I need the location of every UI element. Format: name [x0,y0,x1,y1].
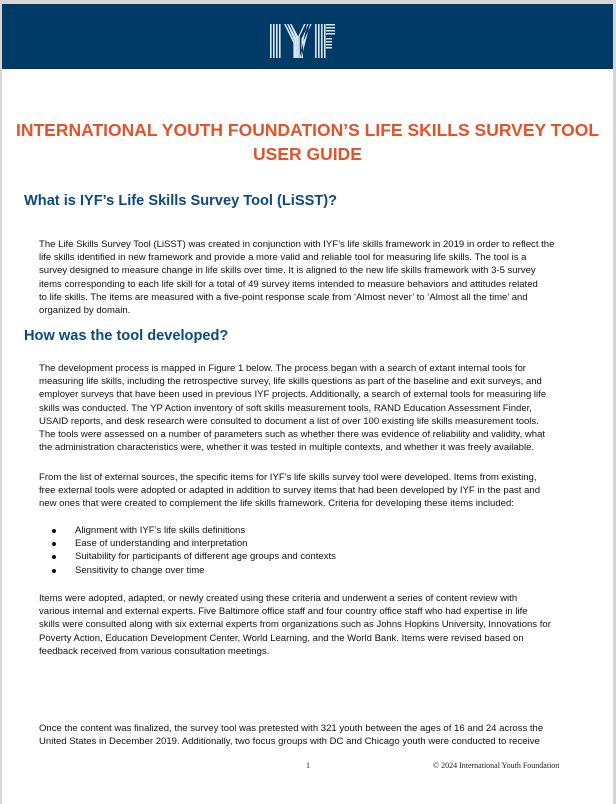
paragraph-pretesting: Once the content was finalized, the survey tool was pretested with 321 youth between the ages of 16 and 24 across the United States in December 2019. Additionally, two focus groups with DC and Chicago youth were conducted to receive [39,723,544,748]
header-banner [2,4,613,69]
document-title-line1: INTERNATIONAL YOUTH FOUNDATION’S LIFE SKILLS SURVEY TOOL [15,120,600,140]
bullet-icon [52,555,56,559]
document-page [2,4,613,804]
iyf-logo-icon [270,24,354,60]
paragraph-content-review: Items were adopted, adapted, or newly created using these criteria and underwent a series of content review with various internal and external experts. Five Baltimore office staff and four country office staff who had expertise in life skills were consulted along with six external experts from organizations such as Johns Hopkins University, Innovations for Poverty Action, Education Development Center, World Learning, and the World Bank. Items were revised based on feedback received from various consultation meetings. [39,593,551,657]
bullet-icon [52,569,56,573]
section-heading-what-is-lisst: What is IYF’s Life Skills Survey Tool (LiSST)? [24,193,338,209]
list-item: Ease of understanding and interpretation [50,537,336,550]
paragraph-development-process: The development process is mapped in Figure 1 below. The process began with a search of extant internal tools for measuring life skills, including the retrospective survey, life skills questions as part of the baseline and exit surveys, and employer surveys that have been used in previous IYF projects. Additionally, a search of external tools for measuring life skills was conducted. The YP Action inventory of soft skills measurement tools, RAND Education Assessment Finder, USAID reports, and desk research were consulted to document a list of over 100 existing life skills measurement tools. The tools were assessed on a number of parameters such as whether there was evidence of reliability and validity, what the administration characteristics were, whether it was tested in multiple contexts, and whether it was freely available. [39,363,547,454]
bullet-icon [52,529,56,533]
bullet-icon [52,542,56,546]
document-title-line2: USER GUIDE [253,144,362,164]
section-heading-how-developed: How was the tool developed? [24,328,229,344]
list-item: Sensitivity to change over time [50,564,336,577]
copyright-notice: © 2024 International Youth Foundation [433,761,560,770]
paragraph-external-sources: From the list of external sources, the specific items for IYF’s life skills survey tool were developed. Items from existing, free external tools were adopted or adapted in addition to survey items that had been developed by IYF in the past and new ones that were created to complement the life skills framework. Criteria for developing these items included: [39,472,541,510]
list-item: Alignment with IYF’s life skills definitions [50,524,336,537]
list-item: Suitability for participants of different age groups and contexts [50,550,336,563]
criteria-bullet-list [50,524,336,577]
page-number: 1 [306,761,310,770]
paragraph-lisst-overview: The Life Skills Survey Tool (LiSST) was created in conjunction with IYF’s life skills framework in 2019 in order to reflect the life skills identified in new framework and provide a more valid and reliable tool for measuring life skills. The tool is a survey designed to measure change in life skills over time. It is aligned to the new life skills framework with 3-5 survey items corresponding to each life skill for a total of 49 survey items intended to measure behaviors and attitudes related to life skills. The items are measured with a five-point response scale from ‘Almost never’ to ‘Almost all the time’ and organized by domain. [39,239,555,317]
